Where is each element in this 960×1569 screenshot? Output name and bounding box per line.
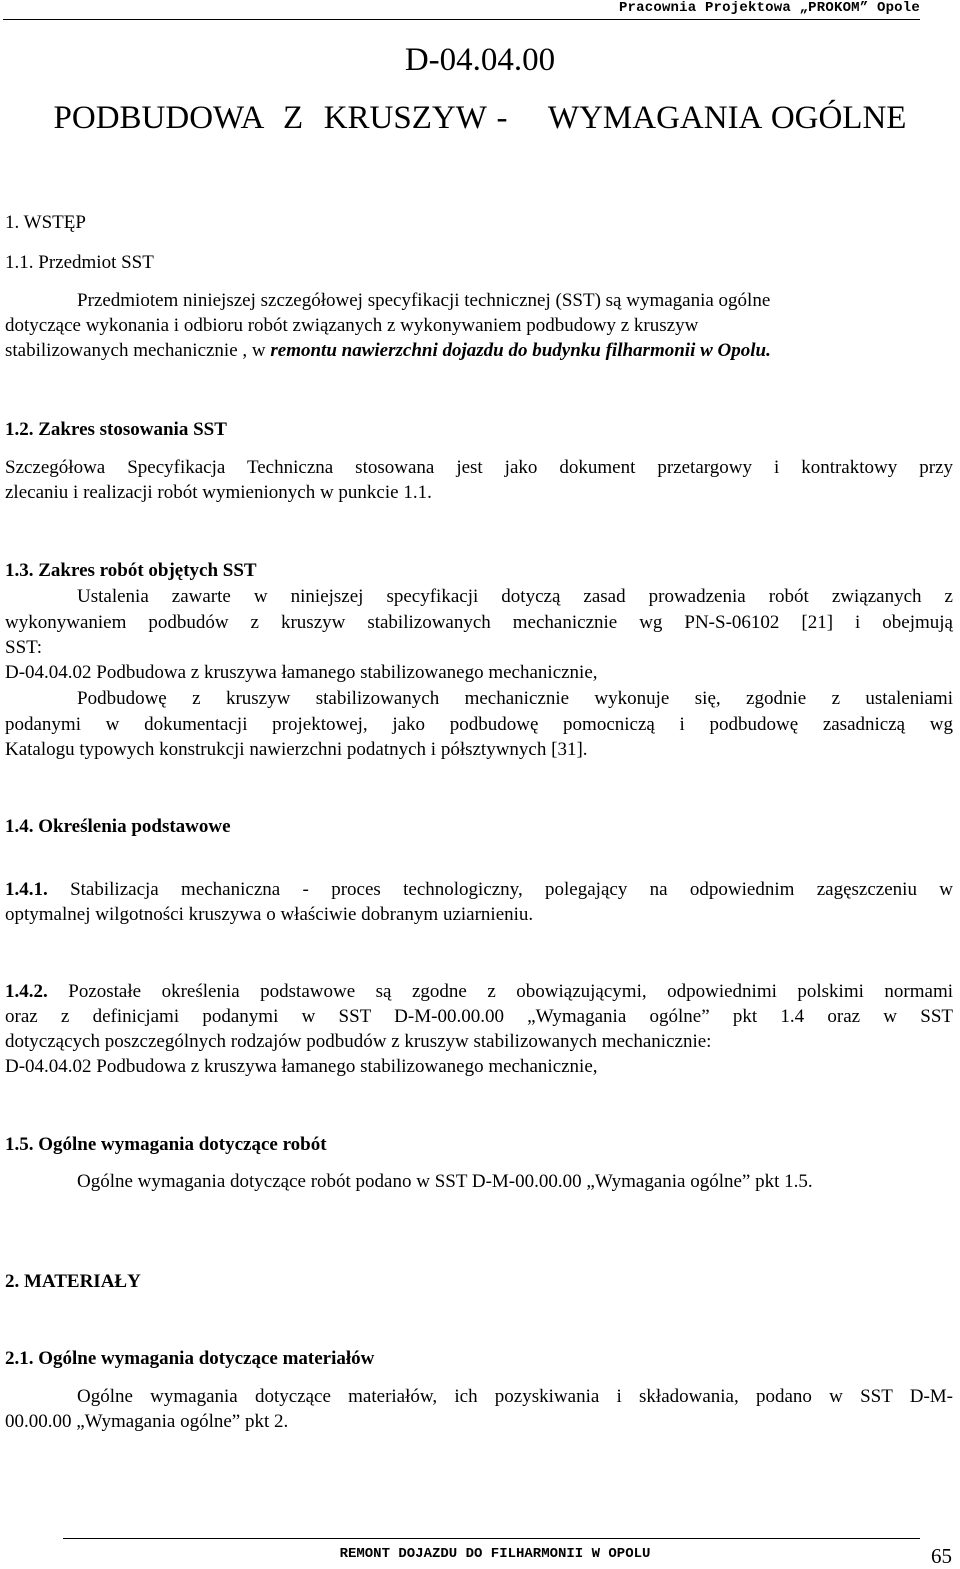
s14-def-2-number: 1.4.2. [5, 981, 48, 1002]
s21-line-2: 00.00.00 „Wymagania ogólne” pkt 2. [5, 1411, 289, 1432]
s13-line-4: D-04.04.02 Podbudowa z kruszywa łamanego stabilizowanego mechanicznie, [5, 662, 598, 683]
section-1-4-heading: 1.4. Określenia podstawowe [5, 816, 231, 837]
s14-def-2-text: Pozostałe określenia podstawowe są zgodne z obowiązującymi, odpowiednimi polskimi normami [47, 981, 953, 1002]
s14-def-2-line-4: D-04.04.02 Podbudowa z kruszywa łamanego stabilizowanego mechanicznie, [5, 1056, 598, 1077]
section-1-1-heading: 1.1. Przedmiot SST [5, 252, 154, 273]
s13-line-2: wykonywaniem podbudów z kruszyw stabilizowanych mechanicznie wg PN-S-06102 [21] i obejmują [5, 612, 953, 633]
section-1-3-heading: 1.3. Zakres robót objętych SST [5, 560, 257, 581]
s11-line-2: dotyczące wykonania i odbioru robót związanych z wykonywaniem podbudowy z kruszyw [5, 315, 699, 336]
s13-line-7: Katalogu typowych konstrukcji nawierzchni podatnych i półsztywnych [31]. [5, 739, 588, 760]
s15-line-1: Ogólne wymagania dotyczące robót podano w SST D-M-00.00.00 „Wymagania ogólne” pkt 1.5. [77, 1171, 813, 1192]
s14-def-1-number: 1.4.1. [5, 879, 48, 900]
s11-line-3-plain: stabilizowanych mechanicznie , w [5, 340, 271, 361]
s13-line-5: Podbudowę z kruszyw stabilizowanych mechanicznie wykonuje się, zgodnie z ustaleniami [77, 688, 953, 709]
page-number: 65 [931, 1544, 952, 1568]
s12-line-1: Szczegółowa Specyfikacja Techniczna stosowana jest jako dokument przetargowy i kontraktowy przy [5, 457, 953, 478]
s14-def-1-line-1 [5, 877, 953, 902]
s11-project-name: remontu nawierzchni dojazdu do budynku filharmonii w Opolu. [270, 340, 771, 361]
s11-line-3 [5, 338, 771, 363]
header-company: Pracownia Projektowa „PROKOM” Opole [618, 0, 920, 16]
s14-def-2-line-2: oraz z definicjami podanymi w SST D-M-00.00.00 „Wymagania ogólne” pkt 1.4 oraz w SST [5, 1006, 953, 1027]
s14-def-1-line-2: optymalnej wilgotności kruszywa o właściwie dobranym uziarnieniu. [5, 904, 534, 925]
footer-project-title: REMONT DOJAZDU DO FILHARMONII W OPOLU [339, 1546, 651, 1562]
document-code: D-04.04.00 [404, 42, 556, 78]
s12-line-2: zlecaniu i realizacji robót wymienionych w punkcie 1.1. [5, 482, 432, 503]
section-1-2-heading: 1.2. Zakres stosowania SST [5, 419, 227, 440]
section-2-heading: 2. MATERIAŁY [5, 1271, 141, 1292]
s13-line-3: SST: [5, 637, 43, 658]
s14-def-1-text: Stabilizacja mechaniczna - proces technologiczny, polegający na odpowiednim zagęszczeniu w [47, 879, 953, 900]
s21-line-1: Ogólne wymagania dotyczące materiałów, ich pozyskiwania i składowania, podano w SST D-M- [77, 1386, 953, 1407]
s14-def-2-line-1 [5, 979, 953, 1004]
s14-def-2-line-3: dotyczących poszczególnych rodzajów podbudów z kruszyw stabilizowanych mechanicznie: [5, 1031, 712, 1052]
section-1-5-heading: 1.5. Ogólne wymagania dotyczące robót [5, 1134, 327, 1155]
s11-line-1: Przedmiotem niniejszej szczegółowej specyfikacji technicznej (SST) są wymagania ogólne [77, 290, 771, 311]
header-divider [3, 19, 920, 20]
footer-divider [63, 1538, 920, 1539]
s13-line-6: podanymi w dokumentacji projektowej, jako podbudowę pomocniczą i podbudowę zasadniczą wg [5, 714, 953, 735]
document-title: PODBUDOWA Z KRUSZYW - WYMAGANIA OGÓLNE [53, 100, 907, 136]
section-2-1-heading: 2.1. Ogólne wymagania dotyczące materiałów [5, 1348, 375, 1369]
section-1-heading: 1. WSTĘP [5, 212, 86, 233]
s13-line-1: Ustalenia zawarte w niniejszej specyfikacji dotyczą zasad prowadzenia robót związanych z [77, 586, 953, 607]
